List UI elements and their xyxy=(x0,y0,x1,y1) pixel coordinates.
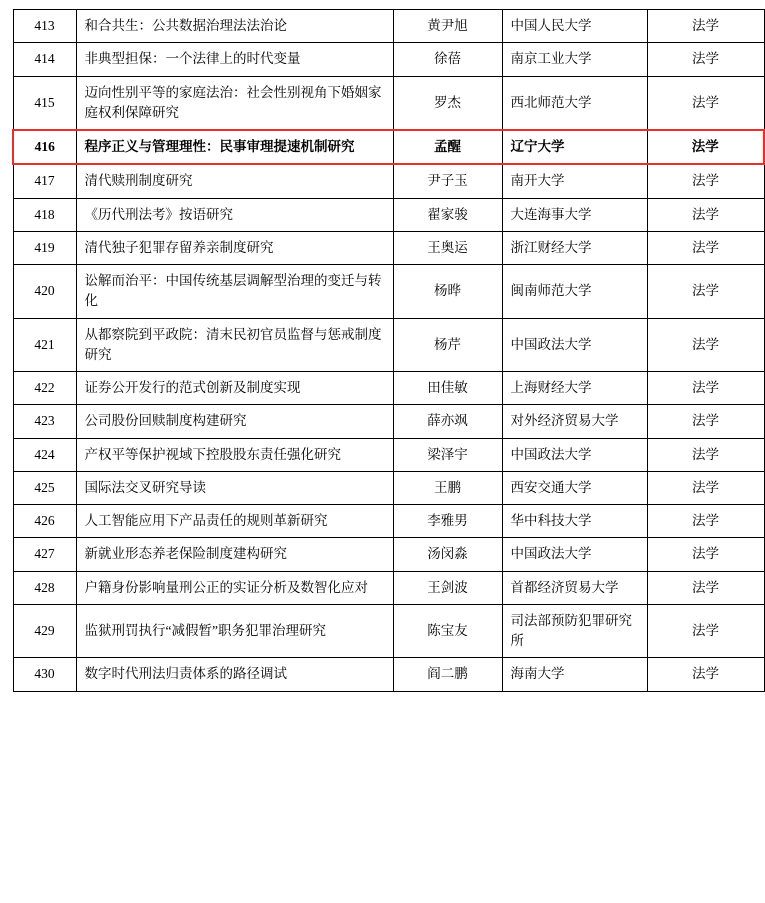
cell-person xyxy=(393,318,502,372)
cell-person xyxy=(393,164,502,198)
cell-title xyxy=(76,405,393,438)
table-row xyxy=(13,372,764,405)
cell-title-text: 监狱刑罚执行“减假暂”职务犯罪治理研究 xyxy=(84,622,326,638)
cell-field xyxy=(647,405,764,438)
cell-field xyxy=(647,604,764,658)
cell-org xyxy=(502,658,647,691)
cell-field-text: 法学 xyxy=(692,173,719,189)
cell-title xyxy=(76,130,393,164)
table-row xyxy=(13,538,764,571)
cell-org xyxy=(502,438,647,471)
cell-id xyxy=(13,10,76,43)
cell-id-text: 421 xyxy=(34,336,55,352)
cell-person-text: 田佳敏 xyxy=(427,380,468,395)
cell-org-text: 辽宁大学 xyxy=(510,139,565,154)
cell-title xyxy=(76,658,393,691)
cell-title-text: 数字时代刑法归责体系的路径调试 xyxy=(84,666,287,682)
table-row xyxy=(13,76,764,130)
cell-org xyxy=(502,231,647,264)
cell-id-text: 419 xyxy=(34,239,55,255)
cell-field xyxy=(647,76,764,130)
cell-title-text: 从都察院到平政院：清末民初官员监督与惩戒制度研究 xyxy=(84,326,382,362)
table-row xyxy=(13,505,764,538)
cell-field-text: 法学 xyxy=(692,336,719,352)
cell-id-text: 430 xyxy=(34,666,55,682)
cell-field-text: 法学 xyxy=(692,579,719,595)
cell-person-text: 王剑波 xyxy=(427,579,468,595)
cell-field xyxy=(647,198,764,231)
cell-person-text: 陈宝友 xyxy=(427,622,468,638)
cell-id-text: 424 xyxy=(34,446,55,462)
cell-person xyxy=(393,471,502,504)
cell-title xyxy=(76,538,393,571)
cell-field-text: 法学 xyxy=(692,94,719,110)
cell-id xyxy=(13,571,76,604)
cell-person xyxy=(393,76,502,130)
cell-org xyxy=(502,76,647,130)
cell-person xyxy=(393,130,502,164)
cell-id xyxy=(13,43,76,76)
table-row xyxy=(13,43,764,76)
cell-id-text: 418 xyxy=(34,206,55,222)
table-row xyxy=(13,471,764,504)
cell-title xyxy=(76,76,393,130)
cell-field-text: 法学 xyxy=(692,206,719,222)
cell-field xyxy=(647,164,764,198)
cell-person xyxy=(393,604,502,658)
cell-title-text: 公司股份回赎制度构建研究 xyxy=(84,413,247,429)
cell-id xyxy=(13,405,76,438)
cell-org-text: 海南大学 xyxy=(510,666,565,682)
cell-title-text: 证券公开发行的范式创新及制度实现 xyxy=(84,380,301,395)
cell-id-text: 414 xyxy=(34,51,55,67)
cell-title-text: 清代独子犯罪存留养亲制度研究 xyxy=(84,239,274,255)
table-row xyxy=(13,198,764,231)
cell-person-text: 尹子玉 xyxy=(427,173,468,189)
cell-org xyxy=(502,265,647,319)
cell-person-text: 王奥运 xyxy=(427,239,468,255)
cell-org-text: 中国政法大学 xyxy=(510,446,592,462)
cell-id xyxy=(13,198,76,231)
cell-id xyxy=(13,372,76,405)
project-list-table xyxy=(12,9,765,692)
table-row xyxy=(13,438,764,471)
cell-org-text: 上海财经大学 xyxy=(510,380,592,395)
cell-field-text: 法学 xyxy=(692,18,719,33)
cell-person-text: 黄尹旭 xyxy=(427,18,468,33)
table-row xyxy=(13,10,764,43)
cell-person-text: 梁泽宇 xyxy=(427,446,468,462)
cell-org-text: 闽南师范大学 xyxy=(510,283,592,299)
cell-person-text: 翟家骏 xyxy=(427,206,468,222)
cell-id xyxy=(13,265,76,319)
cell-id xyxy=(13,471,76,504)
cell-title xyxy=(76,471,393,504)
cell-person-text: 杨芹 xyxy=(434,336,461,352)
cell-field xyxy=(647,505,764,538)
cell-title-text: 人工智能应用下产品责任的规则革新研究 xyxy=(84,513,328,528)
cell-id xyxy=(13,130,76,164)
cell-id-text: 416 xyxy=(34,139,55,154)
cell-org xyxy=(502,604,647,658)
cell-person xyxy=(393,43,502,76)
cell-title-text: 国际法交叉研究导读 xyxy=(84,479,206,495)
cell-id-text: 427 xyxy=(34,546,55,562)
cell-field xyxy=(647,130,764,164)
cell-org-text: 西北师范大学 xyxy=(510,94,592,110)
cell-title xyxy=(76,372,393,405)
cell-person xyxy=(393,438,502,471)
cell-org-text: 华中科技大学 xyxy=(510,513,592,528)
cell-id xyxy=(13,164,76,198)
cell-org xyxy=(502,318,647,372)
table-row-highlighted xyxy=(13,130,764,164)
cell-org xyxy=(502,505,647,538)
table-row xyxy=(13,658,764,691)
cell-person xyxy=(393,658,502,691)
cell-person-text: 李雅男 xyxy=(427,513,468,528)
table-row xyxy=(13,604,764,658)
table-row xyxy=(13,571,764,604)
cell-title xyxy=(76,231,393,264)
cell-title-text: 清代赎刑制度研究 xyxy=(84,173,193,189)
table-row xyxy=(13,318,764,372)
cell-id xyxy=(13,604,76,658)
cell-org xyxy=(502,198,647,231)
cell-field xyxy=(647,471,764,504)
cell-field-text: 法学 xyxy=(692,622,719,638)
cell-title xyxy=(76,198,393,231)
cell-id xyxy=(13,231,76,264)
cell-person xyxy=(393,198,502,231)
cell-field xyxy=(647,318,764,372)
cell-title xyxy=(76,318,393,372)
cell-org xyxy=(502,130,647,164)
cell-field-text: 法学 xyxy=(692,479,719,495)
table-row xyxy=(13,405,764,438)
cell-person-text: 薛亦飒 xyxy=(427,413,468,429)
cell-title xyxy=(76,164,393,198)
cell-id xyxy=(13,76,76,130)
table-row xyxy=(13,231,764,264)
cell-field xyxy=(647,265,764,319)
cell-field-text: 法学 xyxy=(692,239,719,255)
cell-person-text: 阎二鹏 xyxy=(427,666,468,682)
cell-field xyxy=(647,571,764,604)
cell-title xyxy=(76,604,393,658)
cell-title xyxy=(76,571,393,604)
cell-org-text: 中国人民大学 xyxy=(510,18,592,33)
cell-person-text: 汤闵淼 xyxy=(427,546,468,562)
cell-person xyxy=(393,571,502,604)
cell-org-text: 首都经济贸易大学 xyxy=(510,579,619,595)
cell-id-text: 413 xyxy=(34,18,55,33)
cell-field-text: 法学 xyxy=(692,283,719,299)
cell-field-text: 法学 xyxy=(691,139,719,154)
cell-field xyxy=(647,43,764,76)
cell-person xyxy=(393,10,502,43)
cell-org-text: 司法部预防犯罪研究所 xyxy=(510,612,632,648)
cell-id-text: 417 xyxy=(34,173,55,189)
document-page xyxy=(0,9,719,903)
cell-id-text: 426 xyxy=(34,513,55,528)
cell-field-text: 法学 xyxy=(692,546,719,562)
table-body xyxy=(13,10,764,692)
cell-person-text: 徐蓓 xyxy=(434,51,461,67)
cell-field-text: 法学 xyxy=(692,666,719,682)
cell-org-text: 浙江财经大学 xyxy=(510,239,592,255)
cell-org-text: 大连海事大学 xyxy=(510,206,592,222)
cell-org xyxy=(502,164,647,198)
cell-field xyxy=(647,438,764,471)
cell-person-text: 罗杰 xyxy=(434,94,461,110)
cell-field-text: 法学 xyxy=(692,446,719,462)
cell-org xyxy=(502,538,647,571)
cell-id xyxy=(13,318,76,372)
cell-title-text: 新就业形态养老保险制度建构研究 xyxy=(84,546,287,562)
cell-field xyxy=(647,538,764,571)
cell-org xyxy=(502,43,647,76)
table-row xyxy=(13,164,764,198)
cell-org xyxy=(502,471,647,504)
cell-org-text: 南开大学 xyxy=(510,173,565,189)
cell-id xyxy=(13,505,76,538)
cell-org xyxy=(502,405,647,438)
cell-org-text: 对外经济贸易大学 xyxy=(510,413,619,429)
cell-id-text: 429 xyxy=(34,622,55,638)
cell-id-text: 415 xyxy=(34,94,55,110)
cell-org xyxy=(502,10,647,43)
cell-person xyxy=(393,231,502,264)
cell-title xyxy=(76,10,393,43)
cell-person-text: 孟醒 xyxy=(434,139,461,154)
table-row xyxy=(13,265,764,319)
cell-title-text: 非典型担保：一个法律上的时代变量 xyxy=(84,51,301,67)
cell-field xyxy=(647,658,764,691)
cell-person xyxy=(393,538,502,571)
cell-title-text: 《历代刑法考》按语研究 xyxy=(84,206,233,222)
cell-title-text: 产权平等保护视域下控股股东责任强化研究 xyxy=(84,446,341,462)
cell-title-text: 户籍身份影响量刑公正的实证分析及数智化应对 xyxy=(84,579,368,595)
cell-person xyxy=(393,265,502,319)
cell-id xyxy=(13,438,76,471)
cell-person xyxy=(393,372,502,405)
cell-person xyxy=(393,405,502,438)
cell-title xyxy=(76,438,393,471)
cell-id xyxy=(13,658,76,691)
cell-org-text: 中国政法大学 xyxy=(510,336,592,352)
cell-org xyxy=(502,372,647,405)
cell-id-text: 425 xyxy=(34,479,55,495)
cell-field xyxy=(647,231,764,264)
cell-person xyxy=(393,505,502,538)
cell-id-text: 422 xyxy=(34,380,55,395)
cell-person-text: 王鹏 xyxy=(434,479,461,495)
cell-title xyxy=(76,43,393,76)
cell-org-text: 西安交通大学 xyxy=(510,479,592,495)
cell-field-text: 法学 xyxy=(692,380,719,395)
cell-org-text: 南京工业大学 xyxy=(510,51,592,67)
cell-field xyxy=(647,372,764,405)
cell-id-text: 420 xyxy=(34,283,55,299)
cell-org-text: 中国政法大学 xyxy=(510,546,592,562)
cell-title xyxy=(76,505,393,538)
cell-title-text: 程序正义与管理理性：民事审理提速机制研究 xyxy=(84,139,355,154)
cell-field-text: 法学 xyxy=(692,51,719,67)
cell-title-text: 和合共生：公共数据治理法法治论 xyxy=(84,18,287,33)
cell-id-text: 428 xyxy=(34,579,55,595)
cell-id-text: 423 xyxy=(34,413,55,429)
cell-field-text: 法学 xyxy=(692,413,719,429)
cell-id xyxy=(13,538,76,571)
cell-field-text: 法学 xyxy=(692,513,719,528)
cell-title-text: 讼解而治平：中国传统基层调解型治理的变迁与转化 xyxy=(84,273,382,309)
cell-person-text: 杨晔 xyxy=(434,283,461,299)
cell-title-text: 迈向性别平等的家庭法治：社会性别视角下婚姻家庭权利保障研究 xyxy=(84,84,382,120)
cell-org xyxy=(502,571,647,604)
cell-title xyxy=(76,265,393,319)
cell-field xyxy=(647,10,764,43)
